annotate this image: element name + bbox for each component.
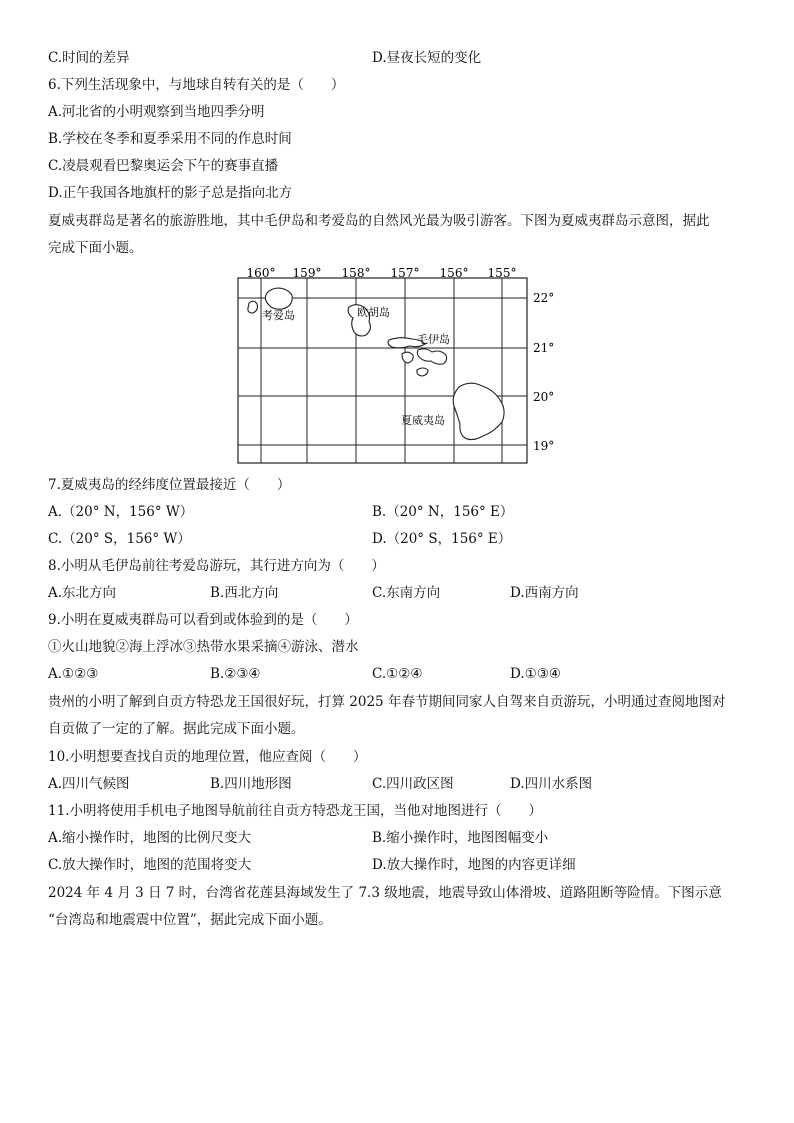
lat-label-22: 22° bbox=[533, 291, 555, 305]
q5-option-c: C.时间的差异 bbox=[48, 50, 130, 66]
q9-option-b: B.②③④ bbox=[210, 666, 261, 682]
q7-option-b: B.（20° N，156° E） bbox=[372, 504, 514, 520]
q9-items: ①火山地貌②海上浮冰③热带水果采摘④游泳、潜水 bbox=[48, 639, 359, 655]
q10-option-d: D.四川水系图 bbox=[510, 776, 593, 792]
kahoolawe-island-shape bbox=[417, 368, 428, 376]
q8-stem: 8.小明从毛伊岛前往考爱岛游玩，其行进方向为（ ） bbox=[48, 558, 385, 574]
q9-option-c: C.①②④ bbox=[372, 666, 423, 682]
q11-option-c: C.放大操作时，地图的范围将变大 bbox=[48, 857, 252, 873]
q6-option-c: C.凌晨观看巴黎奥运会下午的赛事直播 bbox=[48, 158, 279, 174]
intro-hawaii-line1: 夏威夷群岛是著名的旅游胜地，其中毛伊岛和考爱岛的自然风光最为吸引游客。下图为夏威夷群岛示意图，据此 bbox=[48, 213, 710, 229]
q10-option-b: B.四川地形图 bbox=[210, 776, 292, 792]
q8-option-b: B.西北方向 bbox=[210, 585, 279, 601]
q6-option-d: D.正午我国各地旗杆的影子总是指向北方 bbox=[48, 185, 293, 201]
lat-label-21: 21° bbox=[533, 341, 555, 355]
q7-option-d: D.（20° S，156° E） bbox=[372, 531, 512, 547]
kauai-island-shape bbox=[265, 288, 292, 309]
q7-option-a: A.（20° N，156° W） bbox=[48, 504, 194, 520]
q8-option-c: C.东南方向 bbox=[372, 585, 441, 601]
q8-option-d: D.西南方向 bbox=[510, 585, 579, 601]
q11-option-b: B.缩小操作时，地图图幅变小 bbox=[372, 830, 549, 846]
lon-label-157: 157° bbox=[390, 266, 420, 280]
q7-option-c: C.（20° S，156° W） bbox=[48, 531, 191, 547]
lon-label-155: 155° bbox=[487, 266, 517, 280]
intro-zigong-line1: 贵州的小明了解到自贡方特恐龙王国很好玩，打算 2025 年春节期间同家人自驾来自贡游玩，小明通过查阅地图对 bbox=[48, 694, 726, 710]
hawaii-islands-map bbox=[232, 262, 562, 468]
niihau-island-shape bbox=[248, 301, 258, 313]
q5-option-d: D.昼夜长短的变化 bbox=[372, 50, 482, 66]
hawaii-island-shape bbox=[453, 383, 504, 439]
intro-taiwan-line1: 2024 年 4 月 3 日 7 时，台湾省花莲县海域发生了 7.3 级地震，地震导致山体滑坡、道路阻断等险情。下图示意 bbox=[48, 885, 722, 901]
q8-option-a: A.东北方向 bbox=[48, 585, 117, 601]
q9-option-d: D.①③④ bbox=[510, 666, 561, 682]
q10-stem: 10.小明想要查找自贡的地理位置，他应查阅（ ） bbox=[48, 749, 367, 765]
q10-option-a: A.四川气候图 bbox=[48, 776, 130, 792]
q11-option-a: A.缩小操作时，地图的比例尺变大 bbox=[48, 830, 252, 846]
kauai-label: 考爱岛 bbox=[262, 309, 295, 322]
lon-label-159: 159° bbox=[292, 266, 322, 280]
lat-label-20: 20° bbox=[533, 390, 555, 404]
lat-label-19: 19° bbox=[533, 439, 555, 453]
intro-taiwan-line2: “台湾岛和地震震中位置”，据此完成下面小题。 bbox=[48, 912, 332, 928]
lon-label-158: 158° bbox=[341, 266, 371, 280]
q9-stem: 9.小明在夏威夷群岛可以看到或体验到的是（ ） bbox=[48, 612, 358, 628]
q11-option-d: D.放大操作时，地图的内容更详细 bbox=[372, 857, 576, 873]
q6-stem: 6.下列生活现象中，与地球自转有关的是（ ） bbox=[48, 77, 345, 93]
lon-label-156: 156° bbox=[439, 266, 469, 280]
lon-label-160: 160° bbox=[246, 266, 276, 280]
lanai-island-shape bbox=[402, 352, 413, 363]
q10-option-c: C.四川政区图 bbox=[372, 776, 454, 792]
q6-option-b: B.学校在冬季和夏季采用不同的作息时间 bbox=[48, 131, 292, 147]
q7-stem: 7.夏威夷岛的经纬度位置最接近（ ） bbox=[48, 477, 291, 493]
q11-stem: 11.小明将使用手机电子地图导航前往自贡方特恐龙王国，当他对地图进行（ ） bbox=[48, 803, 542, 819]
intro-zigong-line2: 自贡做了一定的了解。据此完成下面小题。 bbox=[48, 721, 305, 737]
maui-label: 毛伊岛 bbox=[417, 333, 450, 346]
oahu-label: 欧胡岛 bbox=[357, 306, 390, 319]
q9-option-a: A.①②③ bbox=[48, 666, 99, 682]
maui-island-shape bbox=[417, 349, 446, 364]
hawaii-label: 夏威夷岛 bbox=[401, 414, 445, 427]
intro-hawaii-line2: 完成下面小题。 bbox=[48, 240, 143, 256]
q6-option-a: A.河北省的小明观察到当地四季分明 bbox=[48, 104, 265, 120]
